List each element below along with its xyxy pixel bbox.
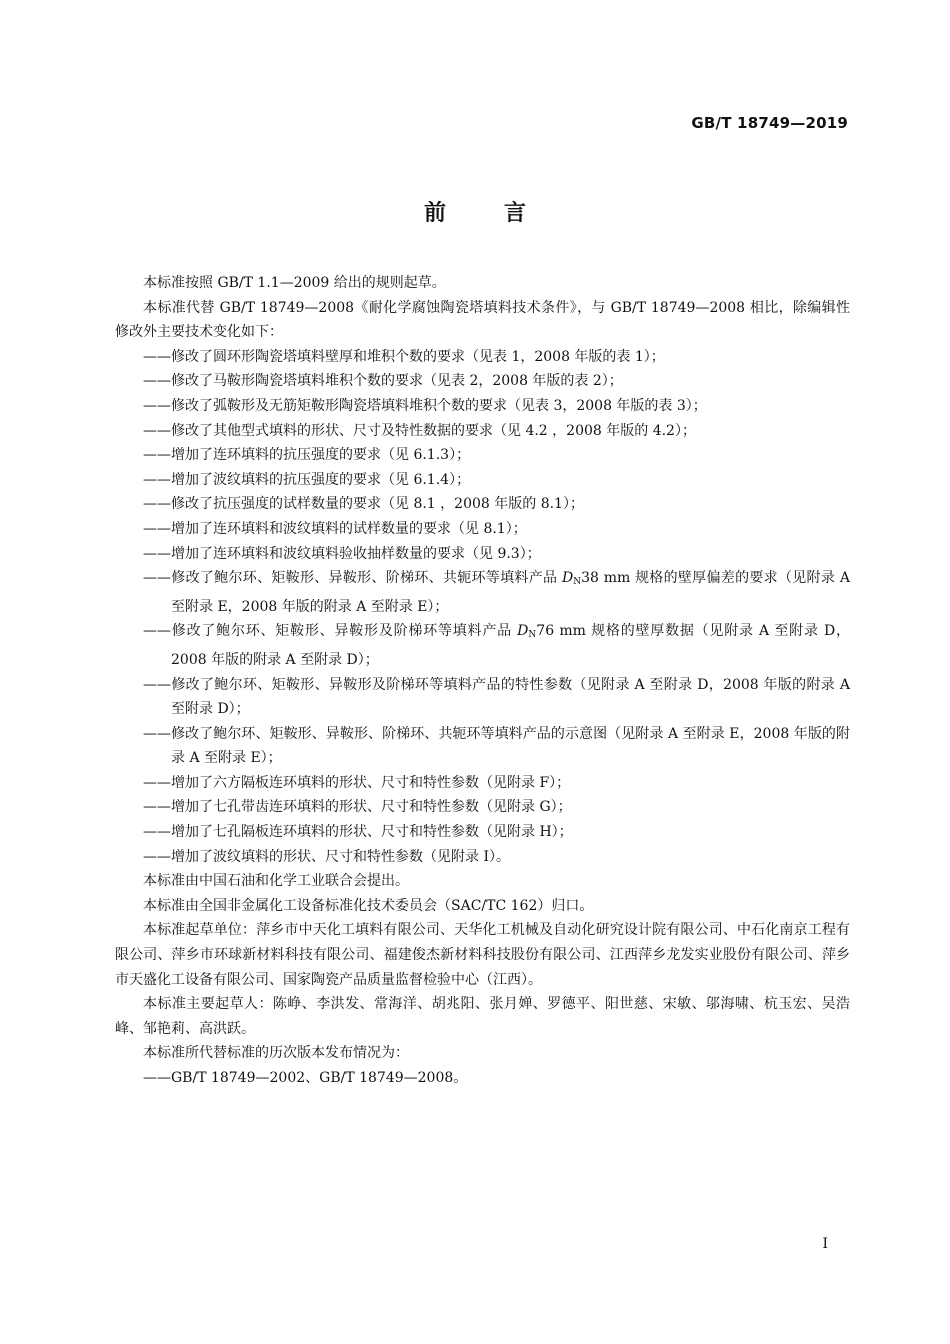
text: ——修改了鲍尔环、矩鞍形、异鞍形及阶梯环等填料产品 bbox=[143, 623, 518, 640]
paragraph-drafting-units: 本标准起草单位：萍乡市中天化工填料有限公司、天华化工机械及自动化研究设计院有限公司、中石化南京工程有限公司、萍乡市环球新材料科技有限公司、福建俊杰新材料科技股份有限公司、江西萍乡龙发实业股份有限公司、萍乡市天盛化工设备有限公司、国家陶瓷产品质量监督检验中心（江西）。 bbox=[115, 922, 850, 988]
paragraph-replacement: 本标准代替 GB/T 18749—2008《耐化学腐蚀陶瓷塔填料技术条件》，与 GB/T 18749—2008 相比，除编辑性修改外主要技术变化如下： bbox=[115, 299, 850, 341]
text: 76 mm 规格的壁厚数据（见附录 A 至附录 D，2008 年版的附录 A 至附录 D）； bbox=[171, 623, 851, 668]
change-item: ——增加了波纹填料的形状、尺寸和特性参数（见附录 I）。 bbox=[143, 848, 510, 865]
paragraph-administered-by: 本标准由全国非金属化工设备标准化技术委员会（SAC/TC 162）归口。 bbox=[143, 897, 594, 914]
dn-symbol: D bbox=[517, 623, 529, 640]
change-item: ——增加了连环填料和波纹填料的试样数量的要求（见 8.1）； bbox=[143, 520, 527, 537]
standard-number-header: GB/T 18749—2019 bbox=[691, 114, 848, 132]
change-item: ——修改了其他型式填料的形状、尺寸及特性数据的要求（见 4.2 ，2008 年版的 4.2）； bbox=[143, 422, 696, 439]
change-item: ——增加了连环填料和波纹填料验收抽样数量的要求（见 9.3）； bbox=[143, 545, 541, 562]
dn-symbol: D bbox=[562, 570, 574, 587]
change-item-dn76 bbox=[115, 619, 850, 672]
change-item: ——修改了马鞍形陶瓷塔填料堆积个数的要求（见表 2，2008 年版的表 2）； bbox=[143, 373, 623, 390]
change-item-dn38 bbox=[115, 566, 850, 619]
change-item: ——增加了波纹填料的抗压强度的要求（见 6.1.4）； bbox=[143, 471, 471, 488]
history-item: ——GB/T 18749—2002、GB/T 18749—2008。 bbox=[143, 1070, 468, 1086]
change-item: ——增加了六方隔板连环填料的形状、尺寸和特性参数（见附录 F）； bbox=[143, 774, 571, 791]
change-item: ——修改了抗压强度的试样数量的要求（见 8.1 ，2008 年版的 8.1）； bbox=[143, 496, 584, 513]
dn-subscript: N bbox=[528, 630, 537, 641]
change-item: ——增加了连环填料的抗压强度的要求（见 6.1.3）； bbox=[143, 447, 471, 464]
paragraph-drafters: 本标准主要起草人：陈峥、李洪发、常海洋、胡兆阳、张月婵、罗德平、阳世慈、宋敏、邬海啸、杭玉宏、吴浩峰、邹艳莉、高洪跃。 bbox=[115, 996, 850, 1037]
paragraph-proposed-by: 本标准由中国石油和化学工业联合会提出。 bbox=[143, 873, 409, 890]
text: ——修改了鲍尔环、矩鞍形、异鞍形、阶梯环、共轭环等填料产品 bbox=[143, 570, 563, 587]
dn-subscript: N bbox=[573, 577, 582, 588]
page-title: 前言 bbox=[423, 201, 584, 226]
change-item: ——增加了七孔隔板连环填料的形状、尺寸和特性参数（见附录 H）； bbox=[143, 824, 573, 841]
text: 38 mm 规格的壁厚偏差的要求（见附录 A 至附录 E，2008 年版的附录 A 至附录 E）； bbox=[171, 570, 850, 615]
change-item: ——修改了鲍尔环、矩鞍形、异鞍形及阶梯环等填料产品的特性参数（见附录 A 至附录 D，2008 年版的附录 A 至附录 D）； bbox=[143, 676, 850, 718]
paragraph-history-intro: 本标准所代替标准的历次版本发布情况为： bbox=[143, 1045, 409, 1062]
change-item: ——修改了弧鞍形及无筋矩鞍形陶瓷塔填料堆积个数的要求（见表 3，2008 年版的表 3）； bbox=[143, 397, 707, 414]
change-item: ——修改了鲍尔环、矩鞍形、异鞍形、阶梯环、共轭环等填料产品的示意图（见附录 A 至附录 E，2008 年版的附录 A 至附录 E）； bbox=[143, 725, 850, 767]
change-item: ——增加了七孔带齿连环填料的形状、尺寸和特性参数（见附录 G）； bbox=[143, 799, 572, 816]
foreword-body bbox=[115, 271, 850, 1091]
change-item: ——修改了圆环形陶瓷塔填料壁厚和堆积个数的要求（见表 1，2008 年版的表 1）； bbox=[143, 348, 665, 365]
page-number: I bbox=[822, 1236, 828, 1252]
paragraph-drafting-rule: 本标准按照 GB/T 1.1—2009 给出的规则起草。 bbox=[143, 275, 446, 291]
